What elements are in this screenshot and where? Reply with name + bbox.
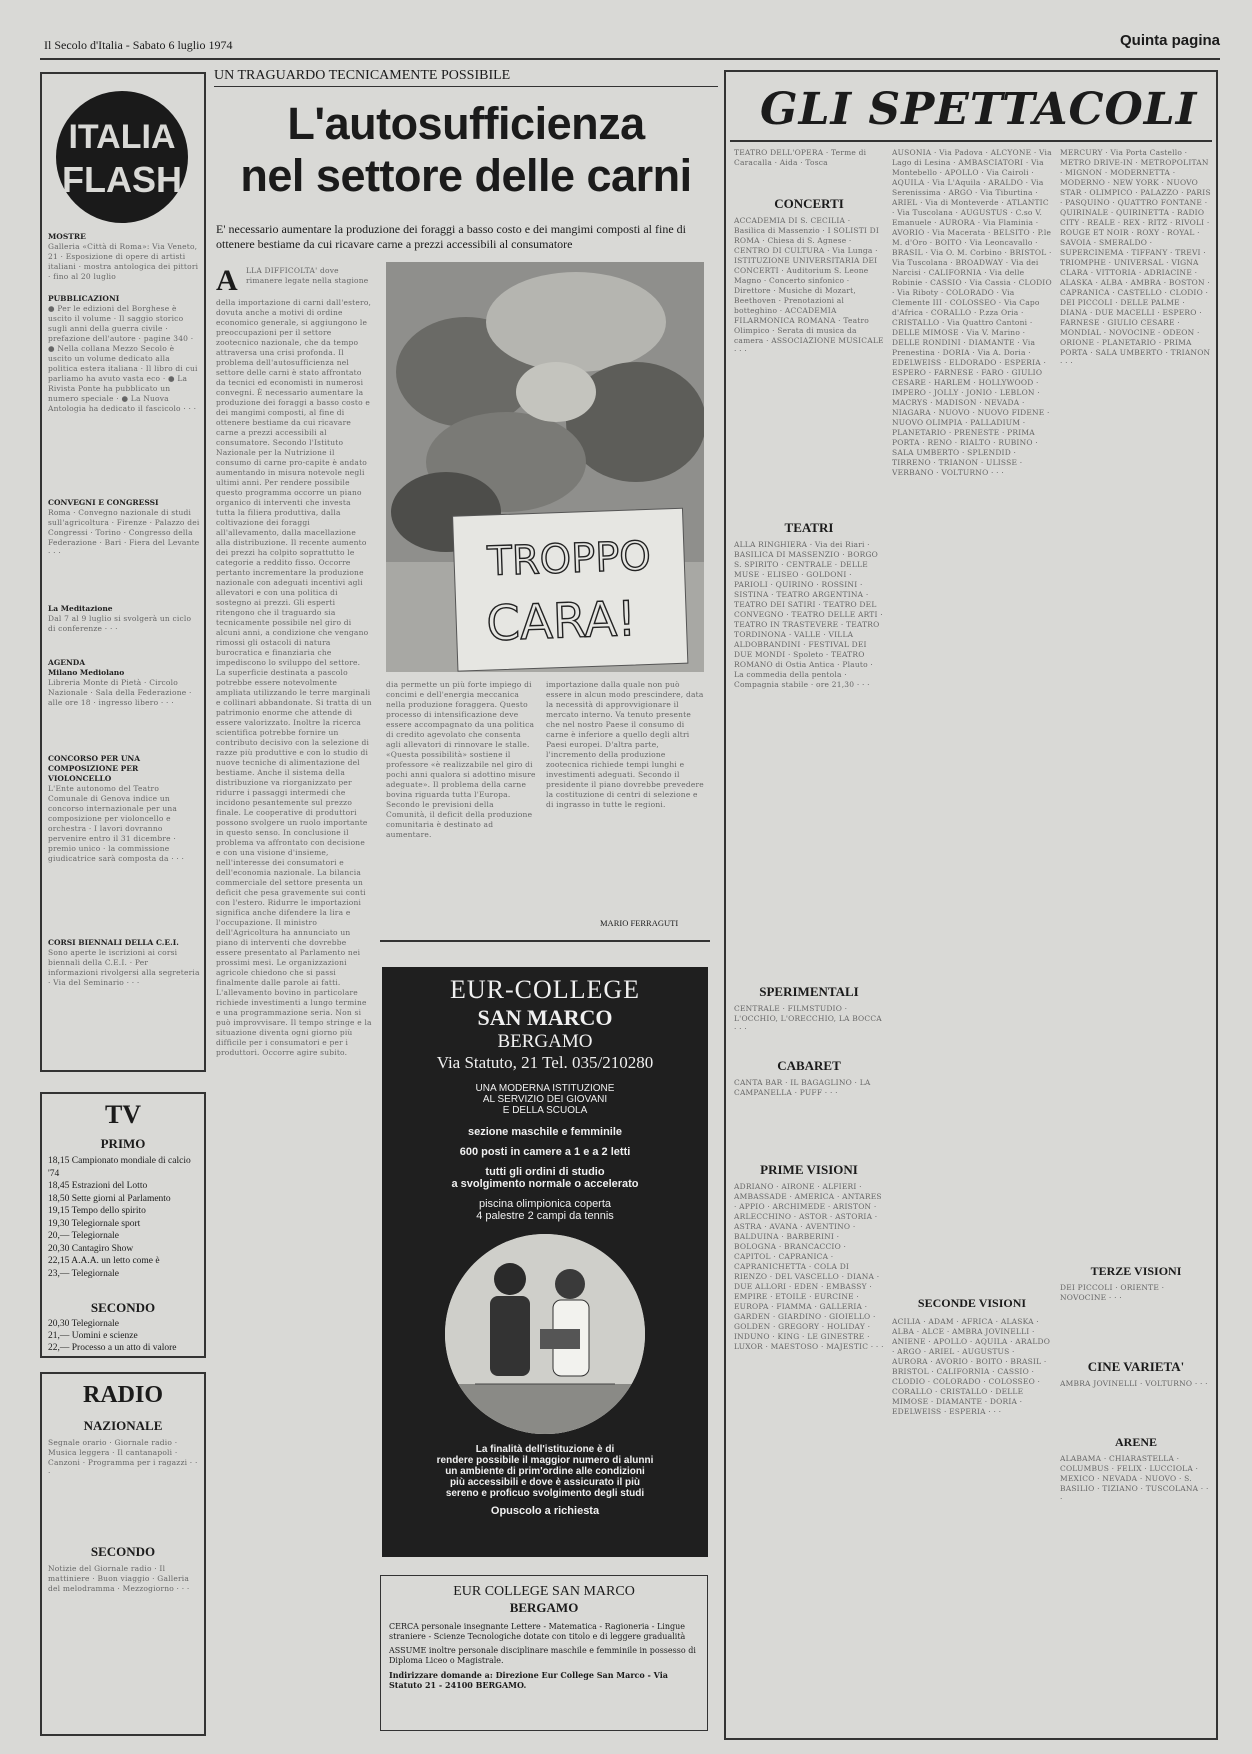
tv-primo-list [48,1155,202,1280]
ad-footer-line: Opuscolo a richiesta [490,1505,600,1517]
article-author: MARIO FERRAGUTI [600,918,679,928]
ad-footer-line: più accessibili e dove è assicurato il più [449,1477,641,1488]
listing-heading-prime-visioni: PRIME VISIONI [760,1162,858,1177]
listing-heading-terze-visioni: TERZE VISIONI [1090,1264,1182,1278]
ad-tagline: AL SERVIZIO DEI GIOVANI [482,1094,608,1105]
article-body-col2: dia permette un più forte impiego di concimi e dell'energia meccanica nella produzione foraggera. Questo processo di intensificazione deve essere accompagnato da una politica di credito agevolato che consenta agli allevatori di rinnovare le stalle. «Questa possibilità» sostiene il professore «è realizzabile nel giro di pochi anni qualora si adottino misure adeguate». Il problema della carne bovina riguarda tutta l'Europa. Secondo le previsioni della Comunità, il deficit della produzione comunitaria è destinato ad aumentare. [386,680,536,839]
listing-text: DEI PICCOLI · ORIENTE · NOVOCINE · · · [1060,1283,1165,1302]
header-rule [40,58,1220,60]
tv-title: TV [104,1100,142,1129]
ad-circle-photo [445,1234,645,1434]
flash-section-heading: CONCORSO PER UNA COMPOSIZIONE PER VIOLONCELLO [48,754,141,783]
listing-text: CANTA BAR · IL BAGAGLINO · LA CAMPANELLA · PUFF · · · [734,1078,871,1097]
article-headline [214,98,718,202]
headline-line-1: L'autosufficienza [287,98,645,149]
article-body-col3: importazione dalla quale non può essere in alcun modo prescindere, data la necessità di approvvigionare il mercato interno. Va tenuto presente che nel nostro Paese il consumo di carne è inferiore a quello degli altri Paesi europei. D'altra parte, l'incremento della produzione zootecnica richiede tempi lunghi e investimenti adeguati. Secondo il presidente il piano dovrebbe prevedere la costituzione di centri di selezione e di ingrasso in tutte le regioni. [546,680,704,809]
listing-text: ADRIANO · AIRONE · ALFIERI · AMBASSADE · AMERICA · ANTARES · APPIO · ARCHIMEDE · ARISTON · ARLECCHINO · ASTOR · ASTORIA · ASTRA · AVANA · AVENTINO · BALDUINA · BARBERINI · BOLOGNA · BRANCACCIO · CAPITOL · CAPRANICA · CAPRANICHETTA · COLA DI RIENZO · DEL VASCELLO · DIANA · DUE ALLORI · EDEN · EMBASSY · EMPIRE · ETOILE · EURCINE · EUROPA · FIAMMA · GALLERIA · GARDEN · GIARDINO · GIOIELLO · GOLDEN · GREGORY · HOLIDAY · INDUNO · KING · LE GINESTRE · LUXOR · MAESTOSO · MAJESTIC · · · [734,1182,884,1351]
ad-name-1: EUR-COLLEGE [449,975,641,1004]
flash-section-heading: CORSI BIENNALI DELLA C.E.I. [48,938,179,947]
tv-item: 19,15 Tempo dello spirito [48,1206,146,1216]
tv-item: 22,15 A.A.A. un letto come è [48,1256,160,1266]
recruitment-assume: ASSUME inoltre personale disciplinare maschile e femminile in possesso di Diploma Liceo o Magistrale. [389,1646,696,1665]
ad-footer-line: un ambiente di prim'ordine alle condizioni [445,1466,645,1477]
flash-text: Dal 7 al 9 luglio si svolgerà un ciclo di conferenze · · · [48,614,192,633]
ad-feature: tutti gli ordini di studio [485,1166,605,1178]
listing-text: ACCADEMIA DI S. CECILIA · Basilica di Massenzio · I SOLISTI DI ROMA · Chiesa di S. Agnese · CENTRO DI CULTURA · Via Lunga · ISTITUZIONE UNIVERSITARIA DEI CONCERTI · Auditorium S. Leone Magno · Concerto sinfonico · Direttore · Musiche di Mozart, Beethoven · Prenotazioni al botteghino · ACCADEMIA FILARMONICA ROMANA · Teatro Olimpico · Serata di musica da camera · ASSOCIAZIONE MUSICALE · · · [734,216,884,355]
flash-item: La Meditazione [48,604,113,613]
article-standfirst: E' necessario aumentare la produzione dei foraggi a basso costo e dei mangimi composti al fine di ottenere bestiame da cui ricavare carne a prezzi accessibili al consumatore [216,222,687,251]
recruitment-address: Indirizzare domande a: Direzione Eur College San Marco - Via Statuto 21 - 24100 BERGAMO. [389,1670,668,1690]
tv-item: 18,15 Campionato mondiale di calcio '74 [48,1156,191,1179]
flash-text: Sono aperte le iscrizioni ai corsi biennali della C.E.I. · Per informazioni rivolgersi alla segreteria · Via del Seminario · · · [48,948,200,987]
article-dropcap: A [216,264,238,297]
spettacoli-col1 [734,148,884,1733]
tv-item: 22,— Processo a un atto di valore [48,1343,177,1353]
flash-item: Milano Mediolano [48,668,125,677]
recruitment-title: EUR COLLEGE SAN MARCO [453,1584,635,1599]
spettacoli-title-rule [730,140,1212,142]
listing-heading-arene: ARENE [1114,1435,1157,1449]
tv-item: 20,30 Cantagiro Show [48,1243,134,1254]
spettacoli-col2 [892,148,1052,1733]
listing-heading-cine-varieta: CINE VARIETA' [1087,1359,1185,1374]
radio-secondo-text: Notizie del Giornale radio · Il mattiniere · Buon viaggio · Galleria del melodramma · Mezzogiorno · · · [48,1564,190,1593]
listing-heading-teatri: TEATRI [784,520,834,535]
svg-text:CARA!: CARA! [485,590,638,653]
radio-nazionale-heading: NAZIONALE [83,1418,163,1433]
ad-footer-line: sereno e proficuo svolgimento degli studi [445,1488,645,1499]
svg-text:ITALIA: ITALIA [68,118,176,156]
listing-heading-cabaret: CABARET [777,1058,841,1073]
ad-tagline: E DELLA SCUOLA [502,1105,588,1116]
flash-text: Galleria «Città di Roma»: Via Veneto, 21 · Esposizione di opere di artisti italiani · mostra antologica dei pittori · fino al 20 luglio [48,242,199,281]
listing-text: ACILIA · ADAM · AFRICA · ALASKA · ALBA · ALCE · AMBRA JOVINELLI · ANIENE · APOLLO · AQUILA · ARALDO · ARGO · ARIEL · AUGUSTUS · AURORA · AVORIO · BOITO · BRASIL · BRISTOL · CALIFORNIA · CASSIO · CLODIO · COLORADO · COLOSSEO · CORALLO · CRISTALLO · DELLE MIMOSE · DIAMANTE · DORIA · EDELWEISS · ESPERIA · · · [892,1317,1051,1416]
flash-section-heading: PUBBLICAZIONI [48,294,120,303]
flash-text: Roma · Convegno nazionale di studi sull'agricoltura · Firenze · Palazzo dei Congressi · Torino · Congresso della Federazione · Bari · Fiera del Levante · · · [48,508,200,557]
students-photo-illustration [445,1234,645,1434]
ad-feature: a svolgimento normale o accelerato [451,1178,639,1190]
ad-address: Via Statuto, 21 Tel. 035/210280 [436,1053,654,1072]
kicker-rule [214,86,718,87]
listing-heading-seconde-visioni: SECONDE VISIONI [917,1296,1027,1310]
listing-heading-concerti: CONCERTI [774,196,844,211]
flash-section-heading: MOSTRE [48,232,86,241]
article-photo [386,262,704,672]
tv-secondo-list [48,1318,202,1354]
recruitment-cerca: CERCA personale insegnante Lettere - Matematica - Ragioneria - Lingue straniere - Scienze Tecnologiche dotate con titolo e di leggere gradualità [389,1622,686,1641]
italia-flash-logo [48,88,196,226]
ad-feature: piscina olimpionica coperta [478,1198,612,1210]
spettacoli-col3 [1060,148,1212,1733]
tv-item: 21,— Uomini e scienze [48,1331,138,1341]
article-body-col1: LLA DIFFICOLTA' dove rimanere legate nella stagione [246,266,369,285]
listing-text: TEATRO DELL'OPERA · Terme di Caracalla · Aida · Tosca [734,148,867,167]
tv-primo-heading: PRIMO [100,1136,146,1151]
headline-line-2: nel settore delle carni [240,150,692,201]
svg-text:TROPPO: TROPPO [486,533,652,586]
ad-tagline: UNA MODERNA ISTITUZIONE [475,1083,615,1094]
ad-footer-line: La finalità dell'istituzione è di [475,1444,615,1455]
tv-item: 20,30 Telegiornale [48,1319,119,1329]
page-header-date: Il Secolo d'Italia - Sabato 6 luglio 1974 [44,38,233,52]
listing-text: ALLA RINGHIERA · Via dei Riari · BASILICA DI MASSENZIO · BORGO S. SPIRITO · CENTRALE · DELLE MUSE · ELISEO · GOLDONI · PARIOLI · QUIRINO · ROSSINI · SISTINA · TEATRO ARGENTINA · TEATRO DEI SATIRI · TEATRO DEL CONVEGNO · TEATRO DELLE ARTI · TEATRO IN TRASTEVERE · TEATRO TORDINONA · VALLE · VILLA ALDOBRANDINI · FESTIVAL DEI DUE MONDI · Spoleto · TEATRO ROMANO di Ostia Antica · Plauto · La commedia della pentola · Compagnia stabile · ore 21,30 · · · [734,540,883,689]
ad-city: BERGAMO [497,1031,593,1052]
article-kicker: UN TRAGUARDO TECNICAMENTE POSSIBILE [214,68,511,83]
listing-text: MERCURY · Via Porta Castello · METRO DRIVE-IN · METROPOLITAN · MIGNON · MODERNETTA · MODERNO · NEW YORK · NUOVO STAR · OLIMPICO · PALAZZO · PARIS · PASQUINO · QUATTRO FONTANE · QUIRINALE · QUIRINETTA · RADIO CITY · REALE · REX · RITZ · RIVOLI · ROUGE ET NOIR · ROXY · ROYAL · SAVOIA · SMERALDO · SUPERCINEMA · TIFFANY · TREVI · TRIOMPHE · UNIVERSAL · VIGNA CLARA · VITTORIA · ADRIACINE · ALASKA · ALBA · AMBRA · BOSTON · CAPRANICA · CASTELLO · CLODIO · DEI PICCOLI · DELLE PALME · DIANA · DUE MACELLI · ESPERO · FARNESE · GIULIO CESARE · MONDIAL · NOVOCINE · ODEON · ORIONE · PLANETARIO · PRIMA PORTA · SALA UMBERTO · TRIANON · · · [1060,148,1211,367]
listing-text: CENTRALE · FILMSTUDIO · L'OCCHIO, L'ORECCHIO, LA BOCCA · · · [734,1004,882,1033]
listing-text: AMBRA JOVINELLI · VOLTURNO · · · [1060,1379,1208,1388]
eur-college-ad [382,967,708,1557]
article-bottom-rule [380,940,710,942]
recruitment-city: BERGAMO [509,1600,579,1615]
meat-photo-illustration [386,262,704,672]
ad-feature: 600 posti in camere a 1 e a 2 letti [459,1146,631,1158]
svg-text:FLASH: FLASH [62,159,182,200]
flash-text: Libreria Monte di Pietà · Circolo Nazionale · Sala della Federazione · alle ore 18 · ingresso libero · · · [48,678,192,707]
flash-section-heading: AGENDA [48,658,86,667]
listing-heading-sperimentali: SPERIMENTALI [759,984,859,999]
eur-college-recruitment-ad [380,1575,708,1731]
page-header-section: Quinta pagina [1119,32,1220,49]
tv-item: 23,— Telegiornale [48,1268,119,1279]
radio-title: RADIO [82,1382,163,1408]
tv-item: 20,— Telegiornale [48,1231,119,1241]
tv-item: 19,30 Telegiornale sport [48,1218,141,1229]
tv-item: 18,50 Sette giorni al Parlamento [48,1193,171,1204]
ad-feature: sezione maschile e femminile [467,1126,623,1138]
flash-text: L'Ente autonomo del Teatro Comunale di Genova indice un concorso internazionale per una composizione per violoncello e orchestra · I lavori dovranno pervenire entro il 31 dicembre · premio unico · la commissione giudicatrice sarà composta da · · · [48,784,185,863]
ad-feature: 4 palestre 2 campi da tennis [476,1210,614,1222]
listing-text: ALABAMA · CHIARASTELLA · COLUMBUS · FELIX · LUCCIOLA · MEXICO · NEVADA · NUOVO · S. BASILIO · TIZIANO · TUSCOLANA · · · [1060,1454,1209,1503]
flash-text: ● Per le edizioni del Borghese è uscito il volume · Il saggio storico sugli anni della guerra civile · prefazione dell'autore · pagine 340 · ● Nella collana Mezzo Secolo è uscito un volume dedicato alla politica estera italiana · Il libro di cui parliamo ha avuto vasta eco · ● La Rivista Ponte ha pubblicato un numero speciale · ● La Nuova Antologia ha dedicato il fascicolo · · · [48,304,198,413]
listing-text: AUSONIA · Via Padova · ALCYONE · Via Lago di Lesina · AMBASCIATORI · Via Montebello · APOLLO · Via Cairoli · AQUILA · Via L'Aquila · ARALDO · Via Serenissima · ARGO · Via Tiburtina · ARIEL · Via di Monteverde · ATLANTIC · Via Tuscolana · AUGUSTUS · C.so V. Emanuele · AURORA · Via Flaminia · AVORIO · Via Macerata · BELSITO · P.le M. d'Oro · BOITO · Via Leoncavallo · BRASIL · Via O. M. Corbino · BRISTOL · Via Tuscolana · BROADWAY · Via dei Narcisi · CALIFORNIA · Via delle Robinie · CASSIO · Via Cassia · CLODIO · Via Riboty · COLORADO · Via Clemente III · COLOSSEO · Via Capo d'Africa · CORALLO · P.zza Oria · CRISTALLO · Via Quattro Cantoni · DELLE MIMOSE · Via V. Marino · DELLE RONDINI · DIAMANTE · Via Prenestina · DORIA · Via A. Doria · EDELWEISS · ELDORADO · ESPERIA · ESPERO · FARNESE · FARO · GIULIO CESARE · HARLEM · HOLLYWOOD · IMPERO · JOLLY · JONIO · LEBLON · MACRYS · MADISON · NEVADA · NIAGARA · NUOVO · NUOVO FIDENE · NUOVO OLIMPIA · PALLADIUM · PLANETARIO · PRENESTE · PRIMA PORTA · RENO · RIALTO · RUBINO · SALA UMBERTO · SPLENDID · TIRRENO · TRIANON · ULISSE · VERBANO · VOLTURNO · · · [892,148,1052,477]
radio-secondo-heading: SECONDO [90,1544,156,1559]
ad-footer-line: rendere possibile il maggior numero di alunni [436,1455,654,1466]
ad-name-2: SAN MARCO [477,1005,613,1030]
flash-content [48,232,200,1058]
tv-item: 18,45 Estrazioni del Lotto [48,1181,148,1191]
tv-secondo-heading: SECONDO [90,1300,156,1315]
spettacoli-title: GLI SPETTACOLI [760,84,1198,135]
flash-section-heading: CONVEGNI E CONGRESSI [48,498,159,507]
article-body-col1: della importazione di carni dall'estero, dovuta anche a motivi di ordine economico generale, si aggiungono le preoccupazioni per il settore zootecnico nazionale, che da tempo attraversa una crisi profonda. Il problema dell'autosufficienza nel settore delle carni è stato affrontato da tecnici ed economisti in numerosi convegni. È necessario aumentare la produzione dei foraggi a basso costo e dei mangimi composti, al fine di ottenere bestiame da cui ricavare carne a prezzi accessibili al consumatore. Secondo l'Istituto Nazionale per la Nutrizione il consumo di carne pro-capite è andato aumentando in misura notevole negli ultimi anni. Per rendere possibile questo programma occorre un piano organico di interventi che investa tutta la filiera produttiva, dalla coltivazione dei foraggi all'allevamento, dalla macellazione alla distribuzione. Il recente aumento dei prezzi ha colpito soprattutto le categorie a reddito fisso. Occorre pertanto incrementare la produzione nazionale con adeguati incentivi agli allevatori e con una politica di sostegno ai prezzi. Gli esperti ritengono che il traguardo sia tecnicamente possibile nel giro di alcuni anni, a condizione che vengano rimossi gli ostacoli di natura burocratica e finanziaria che impediscono lo sviluppo del settore. La superficie destinata a pascolo potrebbe essere notevolmente ampliata utilizzando le terre marginali e collinari abbandonate. Si tratta di un patrimonio enorme che attende di essere valorizzato. Inoltre la ricerca scientifica potrebbe fornire un contributo decisivo con la selezione di razze più produttive e con lo studio di nuove tecniche di alimentazione del bestiame. Anche il sistema della distribuzione va riorganizzato per ridurre i passaggi intermedi che incidono pesantemente sul prezzo finale. Le cooperative di produttori possono svolgere un ruolo importante in questo senso. In conclusione il problema va affrontato con decisione e con una visione d'insieme, nell'interesse dei consumatori e dell'economia nazionale. La bilancia commerciale del settore presenta un deficit che pesa gravemente sui conti con l'estero. Ridurre le importazioni significa anche difendere la lira e l'occupazione. Il ministro dell'Agricoltura ha annunciato un piano di interventi che dovrebbe essere presentato al Parlamento nei prossimi mesi. Le organizzazioni agricole chiedono che si passi finalmente dalle parole ai fatti. L'allevamento bovino in particolare richiede investimenti a lungo termine e una programmazione seria. Non si può improvvisare. Il tempo stringe e la situazione diventa ogni giorno più difficile per i consumatori e per i produttori. Occorre agire subito. [216,298,372,1057]
radio-nazionale-text: Segnale orario · Giornale radio · Musica leggera · Il cantanapoli · Canzoni · Programma per i ragazzi · · · [48,1438,198,1477]
